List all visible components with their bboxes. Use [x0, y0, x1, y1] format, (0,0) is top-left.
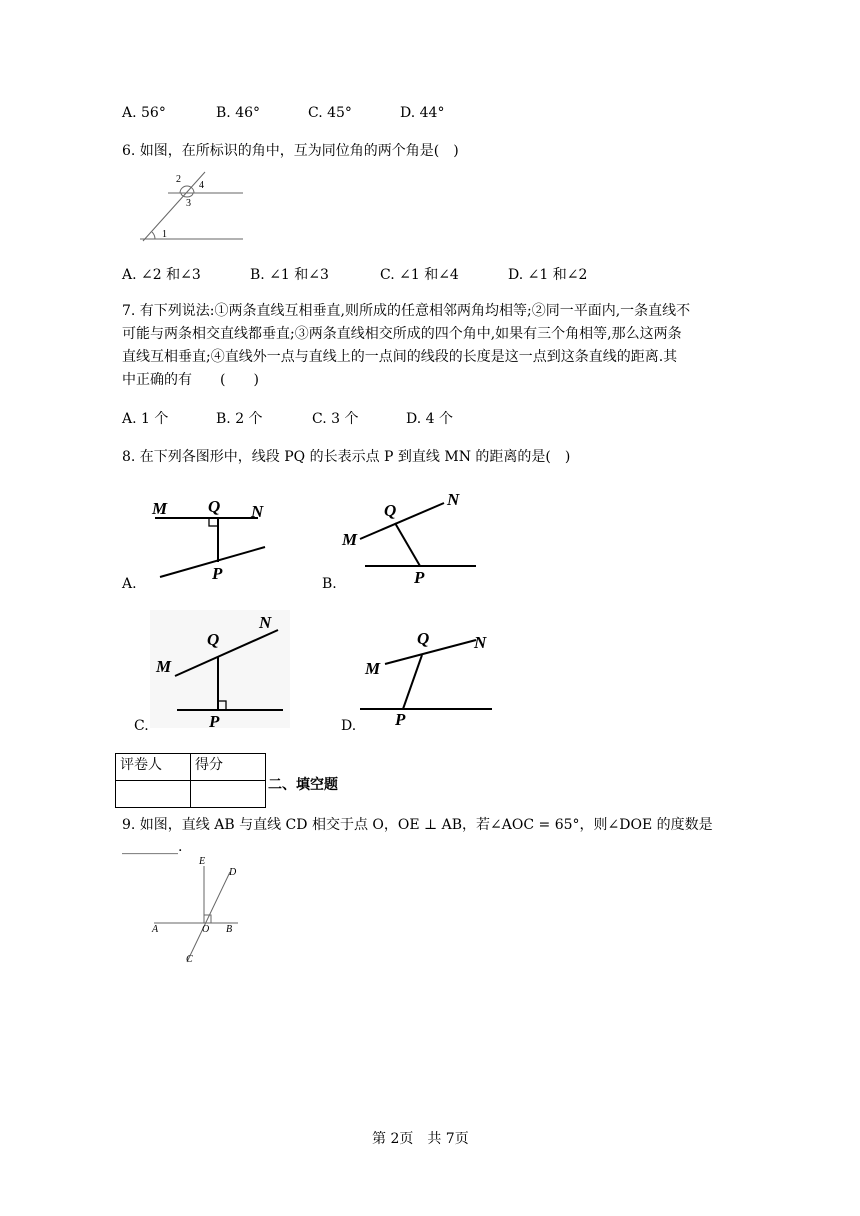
q5-option-a: A. 56° [122, 105, 166, 121]
q6-option-b: B. ∠1 和∠3 [250, 267, 329, 283]
q8-option-d-label: D. [341, 718, 357, 734]
q8-option-a-label: A. [122, 576, 137, 592]
q9-answer-blank: ________. [122, 839, 183, 855]
q8-c-label-q: Q [207, 630, 220, 649]
q8-b-label-p: P [414, 568, 425, 587]
score-table-header-grader: 评卷人 [116, 754, 191, 781]
q8-c-label-p: P [209, 712, 220, 731]
q9-label-o: O [202, 924, 210, 935]
q5-option-c: C. 45° [308, 105, 352, 121]
q7-line-2: 可能与两条相交直线都垂直;③两条直线相交所成的四个角中,如果有三个角相等,那么这两条 [122, 326, 682, 342]
q9-label-c: C [186, 954, 193, 965]
q7-line-1: 7. 有下列说法:①两条直线互相垂直,则所成的任意相邻两角均相等;②同一平面内,一条直线不 [122, 303, 691, 319]
q7-line-3: 直线互相垂直;④直线外一点与直线上的一点间的线段的长度是这一点到这条直线的距离.其 [122, 349, 678, 365]
q6-option-a: A. ∠2 和∠3 [122, 267, 201, 283]
q8-b-label-q: Q [384, 501, 397, 520]
q8-a-label-q: Q [208, 497, 221, 516]
q8-stem: 8. 在下列各图形中，线段 PQ 的长表示点 P 到直线 MN 的距离的是( ) [122, 449, 571, 465]
q6-label-4: 4 [199, 180, 204, 191]
q5-option-b: B. 46° [216, 105, 261, 121]
q8-b-label-n: N [447, 490, 460, 509]
q9-label-e: E [199, 856, 206, 867]
q8-d-label-q: Q [417, 629, 430, 648]
score-table-header-score: 得分 [191, 754, 266, 781]
q9-line-1: 9. 如图，直线 AB 与直线 CD 相交于点 O，OE ⊥ AB，若∠AOC = 65°，则∠DOE 的度数是 [122, 817, 713, 833]
section-title: 二、填空题 [268, 777, 338, 793]
page-footer: 第 2页 共 7页 [372, 1131, 469, 1147]
q8-option-c-label: C. [134, 718, 149, 734]
q9-label-b: B [226, 924, 233, 935]
q7-option-b: B. 2 个 [216, 411, 263, 427]
q6-option-d: D. ∠1 和∠2 [508, 267, 588, 283]
q6-label-2: 2 [176, 174, 181, 185]
q6-stem: 6. 如图，在所标识的角中，互为同位角的两个角是( ) [122, 143, 459, 159]
q8-d-label-n: N [474, 633, 487, 652]
q7-option-d: D. 4 个 [406, 411, 453, 427]
q6-option-c: C. ∠1 和∠4 [380, 267, 459, 283]
q8-a-label-p: P [212, 564, 223, 583]
q8-d-label-p: P [395, 710, 406, 729]
q6-label-3: 3 [186, 198, 191, 209]
q8-b-label-m: M [342, 530, 358, 549]
q8-option-b-label: B. [322, 576, 337, 592]
q9-label-d: D [229, 867, 237, 878]
q6-label-1: 1 [162, 229, 167, 240]
q9-label-a: A [152, 924, 159, 935]
q8-a-label-m: M [152, 499, 168, 518]
q8-a-label-n: N [251, 502, 264, 521]
q8-c-label-n: N [259, 613, 272, 632]
q5-option-d: D. 44° [400, 105, 445, 121]
q7-option-a: A. 1 个 [122, 411, 169, 427]
q7-line-4: 中正确的有 ( ) [122, 372, 259, 388]
q8-d-label-m: M [365, 659, 381, 678]
q8-c-label-m: M [156, 657, 172, 676]
q7-option-c: C. 3 个 [312, 411, 359, 427]
